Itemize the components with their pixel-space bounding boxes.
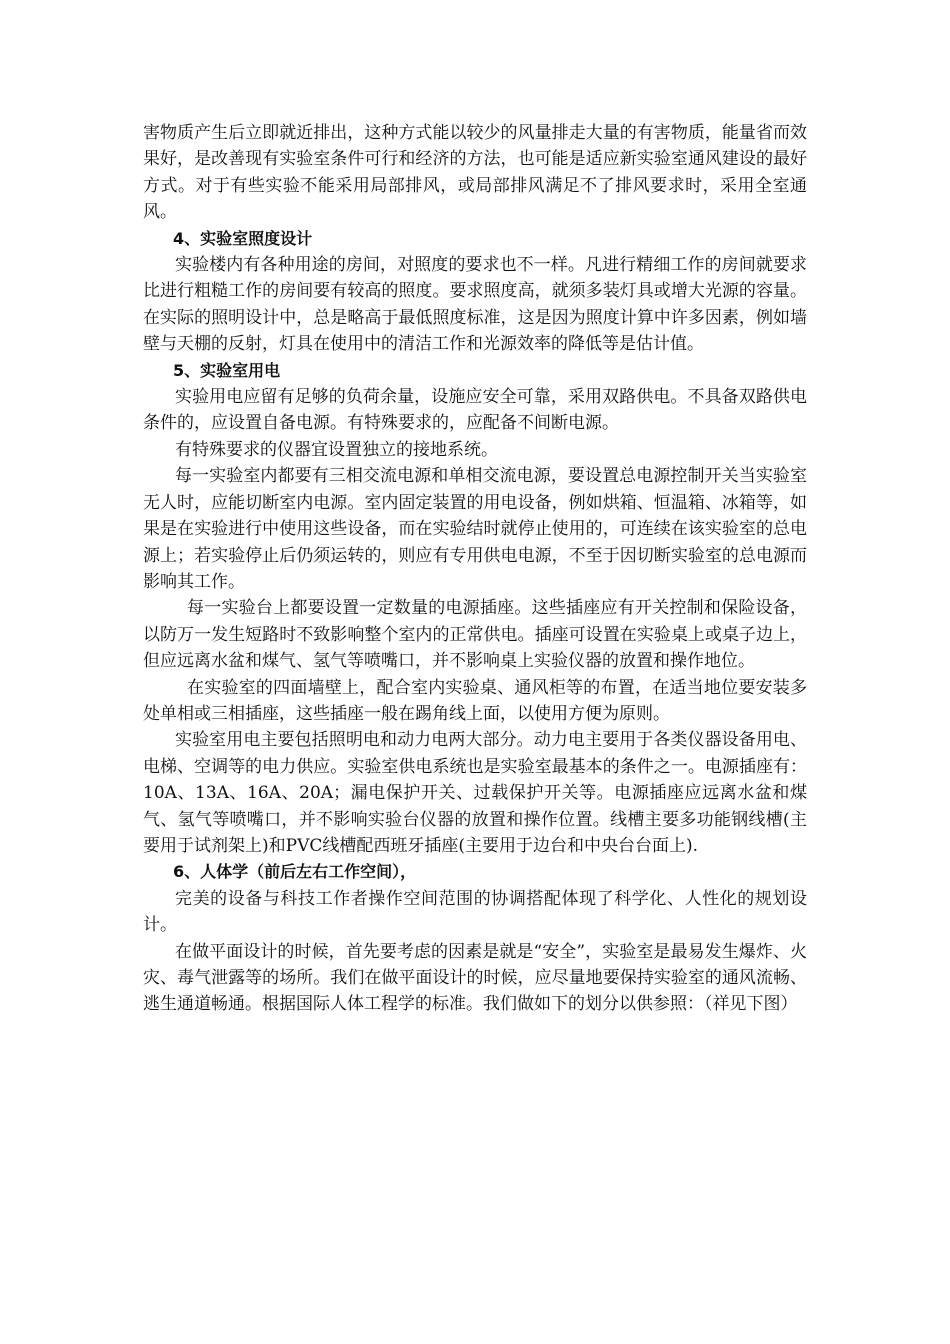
paragraph-grounding: 有特殊要求的仪器宜设置独立的接地系统。	[175, 439, 498, 460]
heading-ergonomics: 6、人体学（前后左右工作空间），	[173, 862, 417, 882]
paragraph-ac-power: 每一实验室内都要有三相交流电源和单相交流电源，要设置总电源控制开关当实验室无人时，应能切断室内电源。室内固定装置的用电设备，例如烘箱、恒温箱、冰箱等，如果是在实验进行中使用这些设备，而在实验结时就停止使用的，可连续在该实验室的总电源上；若实验停止后仍须运转的，则应有专用供电电源，不至于因切断实验室的总电源而影响其工作。	[143, 466, 807, 592]
heading-electricity: 5、实验室用电	[173, 360, 281, 380]
document-body	[143, 120, 807, 1018]
paragraph-lighting: 实验楼内有各种用途的房间，对照度的要求也不一样。凡进行精细工作的房间就要求比进行粗糙工作的房间要有较高的照度。要求照度高，就须多装灯具或增大光源的容量。在实际的照明设计中，总是略高于最低照度标准，这是因为照度计算中许多因素，例如墙壁与天棚的反射，灯具在使用中的清洁工作和光源效率的降低等是估计值。	[143, 255, 807, 355]
paragraph-workspace: 完美的设备与科技工作者操作空间范围的协调搭配体现了科学化、人性化的规划设计。	[143, 888, 807, 936]
heading-lighting-design: 4、实验室照度设计	[173, 228, 313, 248]
paragraph-lighting-and-power: 实验室用电主要包括照明电和动力电两大部分。动力电主要用于各类仪器设备用电、电梯、空调等的电力供应。实验室供电系统也是实验室最基本的条件之一。电源插座有：10A、13A、16A、20A；漏电保护开关、过载保护开关等。电源插座应远离水盆和煤气、氢气等喷嘴口，并不影响实验台仪器的放置和操作位置。线槽主要多功能钢线槽(主要用于试剂架上)和PVC线槽配西班牙插座(主要用于边台和中央台台面上).	[143, 730, 807, 856]
paragraph-bench-sockets: 每一实验台上都要设置一定数量的电源插座。这些插座应有开关控制和保险设备，以防万一发生短路时不致影响整个室内的正常供电。插座可设置在实验桌上或桌子边上，但应远离水盆和煤气、氢气等喷嘴口，并不影响桌上实验仪器的放置和操作地位。	[143, 598, 807, 672]
paragraph-power-supply: 实验用电应留有足够的负荷余量，设施应安全可靠，采用双路供电。不具备双路供电条件的，应设置自备电源。有特殊要求的，应配备不间断电源。	[143, 387, 807, 434]
paragraph-wall-sockets: 在实验室的四面墙壁上，配合室内实验桌、通风柜等的布置，在适当地位要安装多处单相或三相插座，这些插座一般在踢角线上面，以使用方便为原则。	[143, 677, 807, 724]
paragraph-ventilation-end: 害物质产生后立即就近排出，这种方式能以较少的风量排走大量的有害物质，能量省而效果好，是改善现有实验室条件可行和经济的方法，也可能是适应新实验室通风建设的最好方式。对于有些实验不能采用局部排风，或局部排风满足不了排风要求时，采用全室通风。	[143, 123, 807, 223]
paragraph-layout-safety: 在做平面设计的时候，首先要考虑的因素是就是“安全”，实验室是最易发生爆炸、火灾、毒气泄露等的场所。我们在做平面设计的时候，应尽量地要保持实验室的通风流畅、逃生通道畅通。根据国际人体工程学的标准。我们做如下的划分以供参照：（祥见下图）	[143, 941, 807, 1015]
